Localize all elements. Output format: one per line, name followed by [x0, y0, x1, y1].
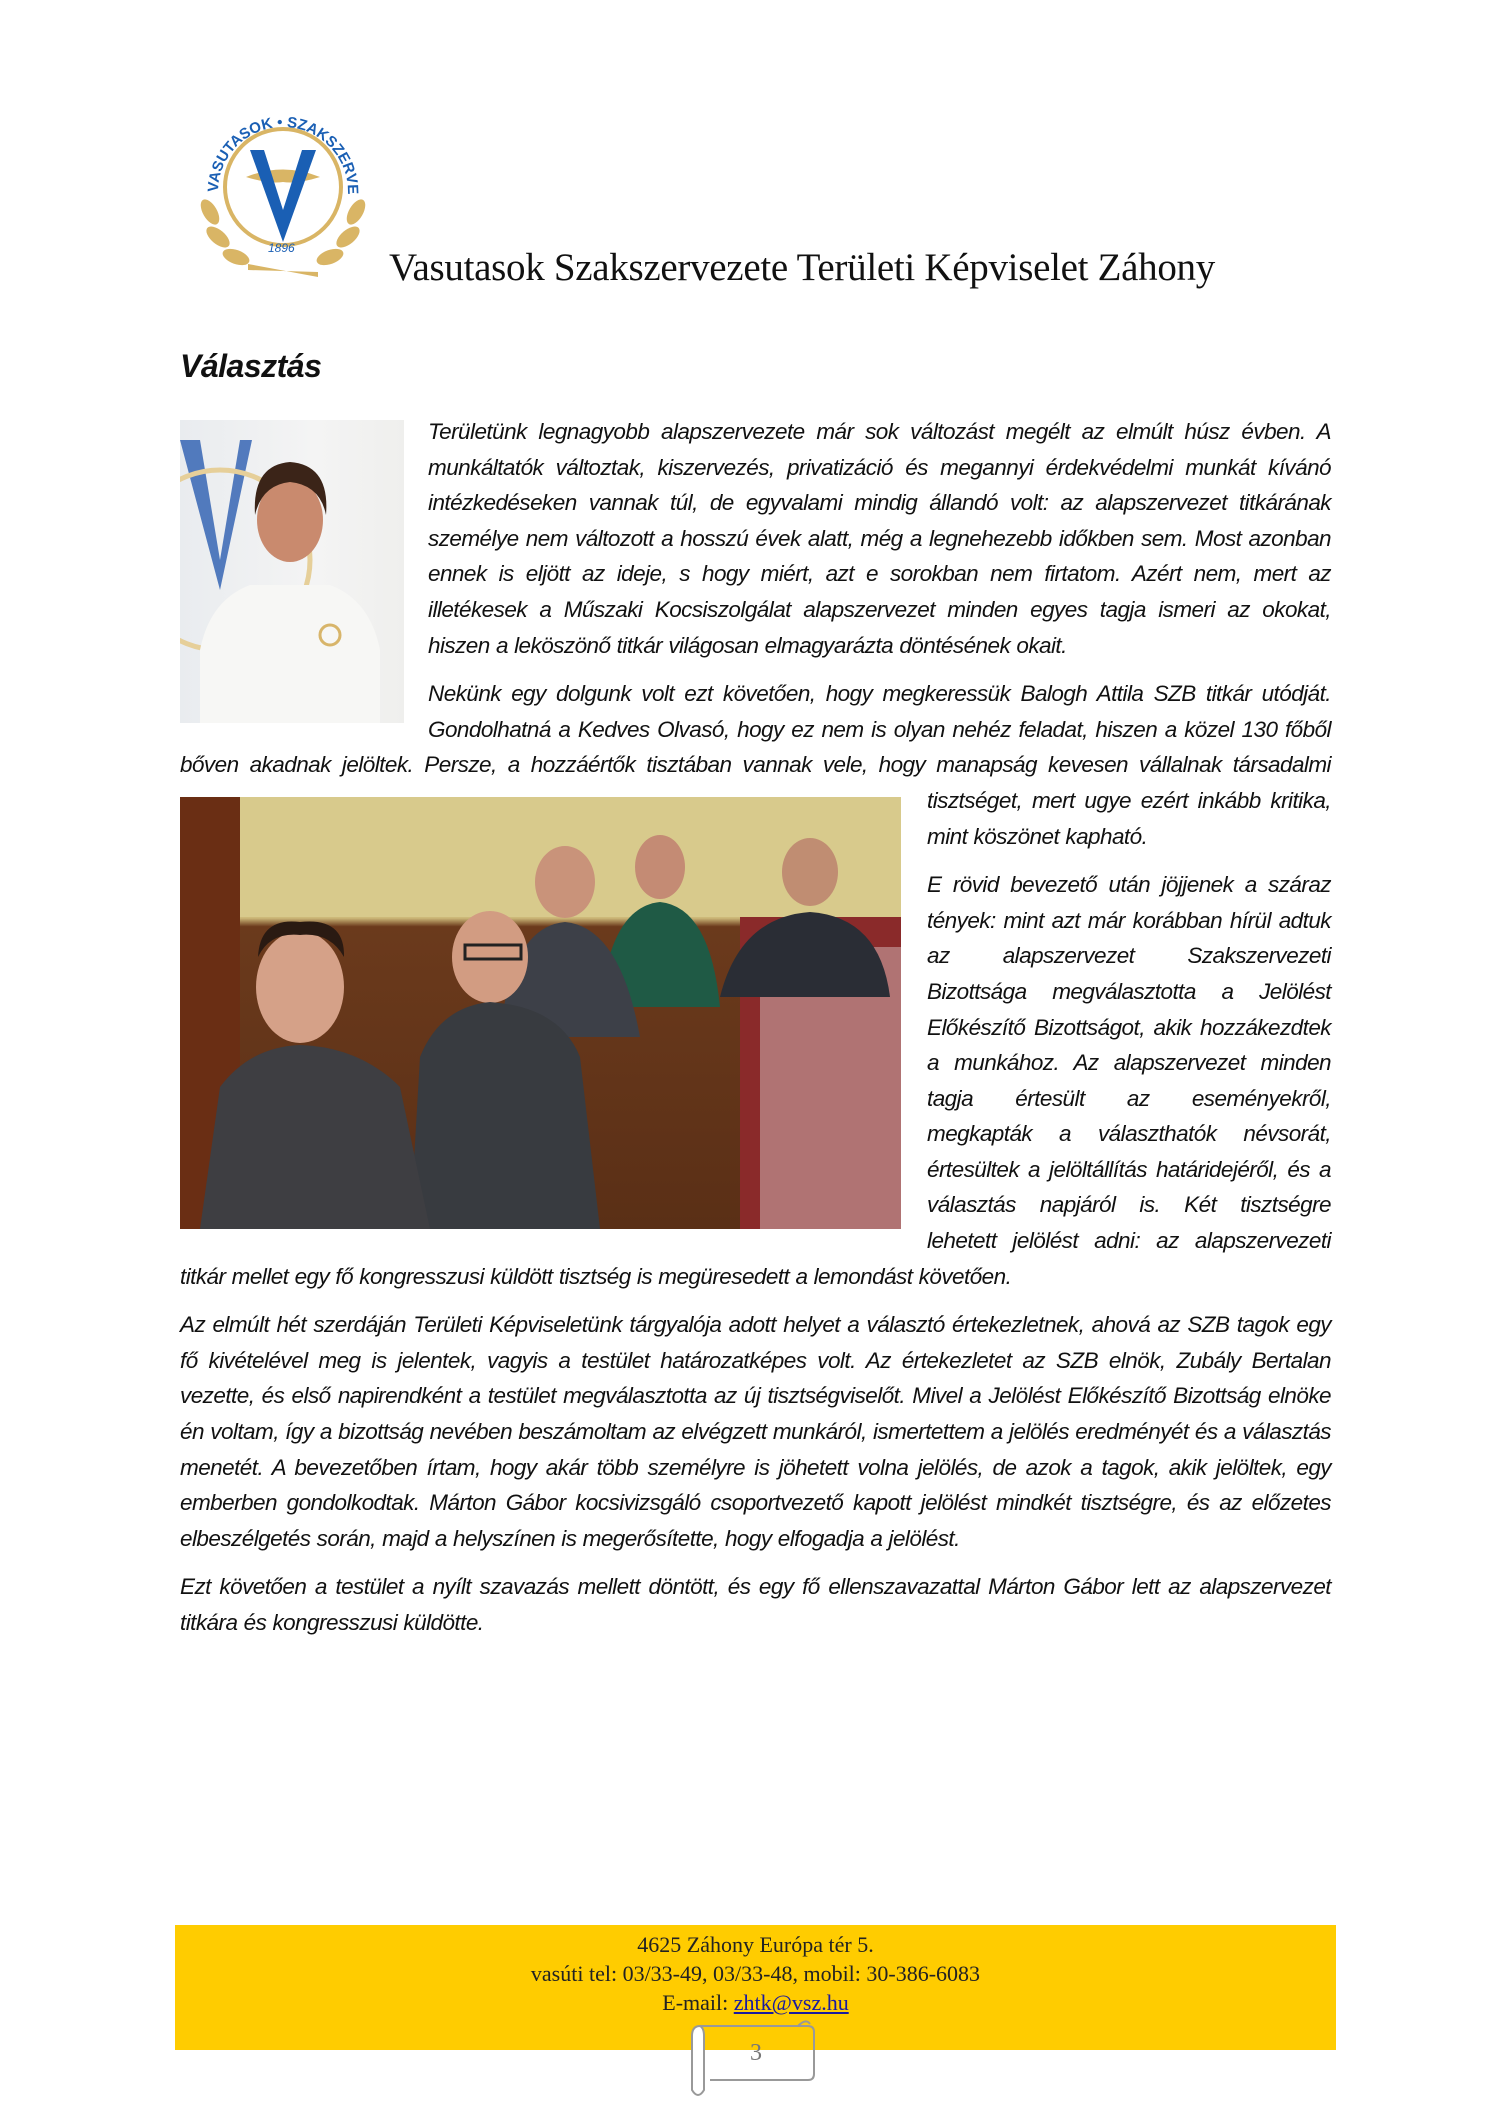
paragraph: E rövid bevezető után jöjjenek a száraz tények: mint azt már korábban hírül adtuk az alapszervezet Szakszervezeti Bizottsága megválasztotta a Jelölést Előkészítő Bizottságot, akik hozzákezdtek a munkához. Az alapszervezet minden tagja értesült az eseményekről, megkapták a választhatók névsorát, értesültek a jelöltállítás határidejéről, és a választás napjáról is. Két tisztségre lehetett jelölést adni: az alapszervezeti titkár mellet egy fő kongresszusi küldött tisztség is megüresedett a lemondást követően.: [180, 872, 1331, 1289]
paragraph: Az elmúlt hét szerdáján Területi Képviseletünk tárgyalója adott helyet a választó értekezletnek, ahová az SZB tagok egy fő kivételével meg is jelentek, vagyis a testület határozatképes volt. Az értekezletet az SZB elnök, Zubály Bertalan vezette, és első napirendként a testület megválasztotta az új tisztségviselőt. Mivel a Jelölést Előkészítő Bizottság elnöke én voltam, így a bizottság nevében beszámoltam az elvégzett munkáról, ismertettem a jelölés eredményét és a választás menetét. A bevezetőben írtam, hogy akár több személyre is jöhetett volna jelölés, de azok a tagok, akik jelöltek, egy emberben gondolkodtak. Márton Gábor kocsivizsgáló csoportvezető kapott jelölést mindkét tisztségre, és az előzetes elbeszélgetés során, majd a helyszínen is megerősítette, hogy elfogadja a jelölést.: [180, 1312, 1331, 1551]
portrait-photo: [180, 420, 404, 723]
paragraph-part: társadalmi tisztséget, mert ugye ezért inkább kritika, mint köszönet kapható.: [927, 752, 1331, 849]
header-title: Vasutasok Szakszervezete Területi Képviselet Záhony: [389, 246, 1215, 289]
article-body: [180, 414, 1331, 1654]
page-number: 3: [750, 2040, 762, 2066]
footer-address: 4625 Záhony Európa tér 5.: [637, 1932, 874, 1957]
page-number-scroll: [688, 2018, 828, 2098]
group-photo: [180, 797, 901, 1229]
union-logo: [188, 92, 378, 282]
svg-text:1896: 1896: [268, 241, 295, 255]
email-link[interactable]: zhtk@vsz.hu: [733, 1990, 849, 2015]
paragraph-part: Nekünk egy dolgunk volt ezt követően, hogy megkeressük Balogh Attila SZB titkár utódját. Gondolhatná a Kedves Olvasó, hogy ez nem is olyan nehéz feladat, hiszen a közel 130 főből bőven akadnak jelöltek. Persze, a hozzáértők tisztában vannak vele, hogy manapság kevesen vállalnak: [180, 681, 1331, 778]
paragraph: Ezt követően a testület a nyílt szavazás mellett döntött, és egy fő ellenszavazattal Márton Gábor lett az alapszervezet titkára és kongresszusi küldötte.: [180, 1574, 1331, 1635]
footer-email-line: [175, 1988, 1336, 2017]
paragraph: Területünk legnagyobb alapszervezete már sok változást megélt az elmúlt húsz évben. A munkáltatók változtak, kiszervezés, privatizáció és megannyi érdekvédelmi munkát kívánó intézkedéseken vannak túl, de egyvalami mindig állandó volt: az alapszervezet titkárának személye nem változott a hosszú évek alatt, még a legnehezebb időkben sem. Most azonban ennek is eljött az ideje, s hogy miért, azt e sorokban nem firtatom. Azért nem, mert az illetékesek a Műszaki Kocsiszolgálat alapszervezet minden egyes tagja ismeri az okokat, hiszen a leköszönő titkár világosan elmagyarázta döntésének okait.: [428, 419, 1331, 658]
email-label: E-mail:: [662, 1990, 734, 2015]
footer-phone: vasúti tel: 03/33-49, 03/33-48, mobil: 30-386-6083: [530, 1961, 981, 1986]
svg-text:VASUTASOK • SZAKSZERVEZETE: VASUTASOK • SZAKSZERVE: [204, 113, 362, 195]
article-heading: Választás: [180, 348, 322, 384]
